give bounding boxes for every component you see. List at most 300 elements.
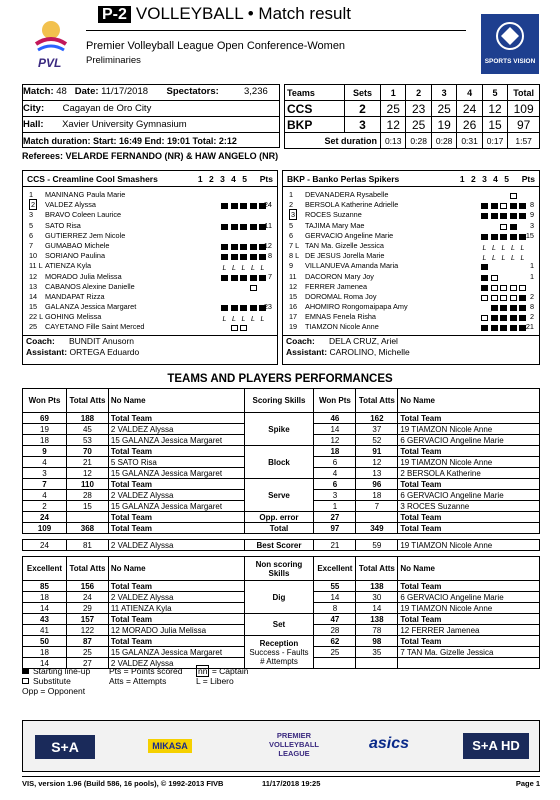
player-row [23,190,277,200]
starting-square-icon [481,285,488,291]
match-row [23,84,219,100]
perf-cell: 368 [66,523,108,534]
total-points: 109 [508,101,540,117]
player-number: 2 [289,200,294,210]
player-number: 7 [29,240,34,250]
player-row [23,251,277,261]
set-duration-row [285,133,540,149]
substitute-square-icon [510,285,517,291]
perf-row [23,413,540,424]
perf-cell: 18 [23,647,67,658]
perf-cell: Won Pts [314,389,356,413]
perf-cell: 12 FERRER Jamenea [398,625,540,636]
player-points: 23 [263,302,272,312]
match-date: 11/17/2018 [101,86,149,97]
starting-square-icon [250,244,257,250]
perf-cell: 12 [66,468,108,479]
team-right-roster [283,187,539,333]
player-points: 12 [263,240,272,250]
perf-row-total [23,523,540,534]
starting-square-icon [519,315,526,321]
player-name: GERVACIO Angeline Marie [305,230,394,240]
sponsor-mikasa: MIKASA [148,739,192,753]
phase-name: Preliminaries [86,55,141,66]
substitute-square-icon [500,203,507,209]
starting-square-icon [250,224,257,230]
perf-cell: 62 [314,636,356,647]
team-right-coach [283,335,539,347]
perf-cell: 2 VALDEZ Alyssa [108,592,244,603]
player-points: 2 [529,312,534,322]
perf-cell: 13 [356,468,398,479]
legend-opponent: Opp = Opponent [22,686,86,696]
player-name: BRAVO Coleen Laurice [45,210,122,220]
player-name: AHOMIRO Rongomaipapa Amy [305,302,408,312]
perf-cell: 52 [356,435,398,446]
starting-square-icon [491,315,498,321]
perf-cell: 45 [66,424,108,435]
perf-cell: Opp. error [244,512,314,523]
player-row [283,312,539,322]
duration-row: Match duration: Start: 16:49 End: 19:01 Total: 2:12 [22,132,280,148]
performances-table [22,388,540,669]
substitute-square-icon [240,325,247,331]
perf-cell: 25 [314,647,356,658]
starting-square-icon [491,213,498,219]
starting-square-icon [510,325,517,331]
perf-cell: 4 [314,468,356,479]
player-points: 3 [529,220,534,230]
starting-square-icon [510,315,517,321]
player-name: BERSOLA Katherine Adrielle [305,200,399,210]
perf-cell: 59 [356,540,398,551]
score-header: 2 [406,85,431,101]
player-row [23,231,277,241]
substitute-square-icon [231,325,238,331]
starting-square-icon [259,254,266,260]
starting-square-icon [250,254,257,260]
perf-cell: 43 [23,614,67,625]
substitute-square-icon [500,224,507,230]
match-number: 48 [56,86,67,97]
score-header: 3 [431,85,456,101]
player-points: 21 [525,322,534,332]
starting-square-icon [519,213,526,219]
footer-datetime: 11/17/2018 19:25 [262,779,321,788]
player-number: 15 [289,291,298,301]
player-row [283,190,539,200]
substitute-square-icon [481,315,488,321]
team-code: BKP [285,117,345,133]
perf-row-best-scorer [23,540,540,551]
sponsor-banner [22,720,540,772]
starting-square-icon [510,203,517,209]
perf-cell: 2 VALDEZ Alyssa [108,424,244,435]
perf-cell: 37 [356,424,398,435]
team-left-name: CCS - Creamline Cool Smashers [27,174,158,184]
set-score: 23 [406,101,431,117]
starting-square-icon [240,224,247,230]
player-number: 16 [289,302,298,312]
perf-cell: 69 [23,413,67,424]
perf-cell [356,658,398,669]
sets-won: 3 [345,117,381,133]
coach-name: BUNDIT Anusorn [68,336,135,346]
coach-name: DELA CRUZ, Ariel [328,336,398,346]
player-name: MANDAPAT Rizza [45,291,105,301]
player-name: VALDEZ Alyssa [45,200,96,210]
player-name: TIAMZON Nicole Anne [305,322,379,332]
perf-header-row [23,389,540,413]
perf-cell: 8 [314,603,356,614]
sets-header: 1 2 3 4 5 [197,174,249,184]
starting-square-icon [481,213,488,219]
player-row [23,221,277,231]
libero-mark: L [520,255,525,263]
substitute-square-icon [250,285,257,291]
perf-cell: Total Team [398,446,540,457]
perf-cell: No Name [398,389,540,413]
city-value: Cagayan de Oro City [62,103,152,114]
player-number: 7 L [289,240,300,250]
referees: Referees: VELARDE FERNANDO (NR) & HAW ANGELO (NR) [22,151,279,161]
spectators-label: Spectators: [166,86,219,97]
substitute-square-icon [510,295,517,301]
perf-cell: 138 [356,614,398,625]
starting-square-icon [481,325,488,331]
player-row [283,272,539,282]
substitute-square-icon [491,285,498,291]
score-header: Sets [345,85,381,101]
captain-box: nn [198,666,208,676]
starting-square-icon [240,275,247,281]
perf-cell: Non scoring Skills [244,557,314,581]
total-points: 97 [508,117,540,133]
score-header: 1 [381,85,406,101]
set-score: 19 [431,117,456,133]
skill-name: Spike [244,413,314,446]
perf-cell: 18 [23,592,67,603]
perf-cell: 85 [23,581,67,592]
perf-cell: 24 [23,540,67,551]
perf-cell: 5 SATO Risa [108,457,244,468]
player-number: 5 [289,220,294,230]
perf-cell: 6 [314,479,356,490]
player-points: 9 [529,210,534,220]
set-score: 12 [381,117,406,133]
starting-square-icon [510,234,517,240]
player-row [283,200,539,210]
team-left-roster [23,187,277,333]
player-number: 3 [29,210,34,220]
set-score: 24 [457,101,482,117]
perf-cell: 24 [23,512,67,523]
sports-vision-logo [481,14,539,74]
perf-cell: 162 [356,413,398,424]
player-points: 11 [264,220,272,230]
perf-cell: Total Team [108,446,244,457]
starting-square-icon [240,203,247,209]
player-name: TAN Ma. Gizelle Jessica [305,240,384,250]
starting-square-icon [250,305,257,311]
substitute-square-icon [491,275,498,281]
libero-mark: L [482,244,487,252]
pvl-logo [24,14,79,74]
perf-cell: Total Team [398,413,540,424]
player-number: 6 [29,230,34,240]
player-number: 15 [29,302,38,312]
player-name: VILLANUEVA Amanda Maria [305,261,399,271]
sponsor-asics: asics [369,735,410,752]
perf-cell: 24 [66,592,108,603]
perf-cell: 15 GALANZA Jessica Margaret [108,435,244,446]
score-header: 5 [482,85,507,101]
starting-square-icon [510,305,517,311]
libero-mark: L [232,265,236,273]
perf-cell: 98 [356,636,398,647]
perf-cell: 2 VALDEZ Alyssa [108,658,244,669]
skill-name: Set [244,614,314,636]
perf-cell: No Name [108,557,244,581]
perf-row [23,581,540,592]
player-number: 17 [289,312,298,322]
player-row [283,231,539,241]
perf-cell: 97 [314,523,356,534]
libero-mark: L [511,244,515,252]
player-number: 3 [291,210,296,220]
perf-cell: 27 [314,512,356,523]
starting-square-icon [221,244,228,250]
perf-row [23,479,540,490]
perf-cell: 27 [66,658,108,669]
skill-name: Serve [244,479,314,512]
player-row [23,312,277,322]
total-duration: 1:57 [508,133,540,149]
perf-cell: No Name [398,557,540,581]
perf-cell: 1 [314,501,356,512]
legend-captain-text: = Captain [211,666,249,676]
perf-cell: 21 [314,540,356,551]
perf-cell: 46 [314,413,356,424]
perf-cell: Total Team [398,523,540,534]
perf-cell: 12 MORADO Julia Melissa [108,625,244,636]
score-row-bkp [285,117,540,133]
player-number: 25 [29,322,38,332]
performances-title: TEAMS AND PLAYERS PERFORMANCES [167,373,393,385]
footer-version: VIS, version 1.96 (Build 586, 16 pools), © 1992-2013 FIVB [22,779,224,788]
player-name: DE JESUS Jorella Marie [305,251,385,261]
player-row [283,221,539,231]
perf-cell: 2 VALDEZ Alyssa [108,540,244,551]
starting-square-icon [240,254,247,260]
set-duration-label: Set duration [285,133,381,149]
starting-square-icon [231,254,238,260]
substitute-square-icon [491,295,498,301]
skill-name: Reception Success - Faults # Attempts [244,636,314,669]
team-left-box [22,170,278,365]
title-text: VOLLEYBALL • Match result [135,4,351,23]
player-number: 1 [29,190,34,199]
player-points: 8 [267,251,272,261]
perf-cell: Best Scorer [244,540,314,551]
perf-cell: 12 [356,457,398,468]
player-row [283,302,539,312]
set-score: 12 [482,101,507,117]
player-name: DACORON Mary Joy [305,271,374,281]
sponsor-s-plus-a: S+A [35,735,95,759]
perf-cell: 2 VALDEZ Alyssa [108,490,244,501]
starting-square-icon [519,295,526,301]
set-duration: 0:13 [381,133,406,149]
player-name: DEVANADERA Rysabelle [305,190,389,199]
starting-square-icon [510,213,517,219]
set-duration: 0:31 [457,133,482,149]
player-name: ATIENZA Kyla [45,261,92,271]
perf-cell: Total Atts [356,557,398,581]
player-number: 5 [29,220,34,230]
perf-cell: 18 [314,446,356,457]
starting-square-icon [491,234,498,240]
perf-cell: 15 GALANZA Jessica Margaret [108,468,244,479]
perf-cell: 35 [356,647,398,658]
team-left-coach [23,335,277,347]
starting-square-icon [481,234,488,240]
perf-cell: Total Team [398,636,540,647]
perf-cell: Total Team [108,581,244,592]
pts-header: Pts [259,174,273,184]
starting-square-icon [481,264,488,270]
perf-cell: 53 [66,435,108,446]
player-row [283,292,539,302]
starting-square-icon [221,224,228,230]
coach-label: Coach: [26,336,55,346]
starting-square-icon [510,224,517,230]
player-name: TAJIMA Mary Mae [305,220,365,230]
starting-square-icon [231,244,238,250]
player-row [283,261,539,271]
player-number: 14 [29,291,38,301]
perf-cell: Total Team [398,512,540,523]
perf-cell: 19 TIAMZON Nicole Anne [398,540,540,551]
perf-cell: 25 [66,647,108,658]
perf-cell: 11 ATIENZA Kyla [108,603,244,614]
perf-cell: 156 [66,581,108,592]
perf-cell: 3 [23,468,67,479]
perf-cell: 78 [356,625,398,636]
perf-cell: Total Team [108,413,244,424]
player-number: 2 [31,200,36,210]
perf-cell: 14 [314,424,356,435]
hall-row [22,116,280,132]
player-number: 13 [29,281,38,291]
player-number: 8 L [289,251,300,261]
perf-row [23,614,540,625]
starting-square-icon [500,234,507,240]
substitute-square-icon [500,295,507,301]
legend-points: Pts = Points scored [109,666,183,676]
hall-value: Xavier University Gymnasium [62,119,187,130]
perf-cell: 41 [23,625,67,636]
set-duration: 0:28 [406,133,431,149]
spectators-value: 3,236 [244,86,268,97]
player-number: 1 [289,190,294,199]
player-row [23,282,277,292]
perf-cell: 188 [66,413,108,424]
perf-cell: Won Pts [23,389,67,413]
player-name: DOROMAL Roma Joy [305,291,377,301]
player-row [283,251,539,261]
player-number: 19 [289,322,298,332]
perf-cell: Excellent [23,557,67,581]
player-number: 12 [289,281,298,291]
perf-cell: 3 [314,490,356,501]
substitute-square-icon [510,193,517,199]
player-sets [481,324,529,334]
perf-cell: 7 TAN Ma. Gizelle Jessica [398,647,540,658]
perf-cell: 6 GERVACIO Angeline Marie [398,592,540,603]
player-points: 2 [529,291,534,301]
team-left-assistant [26,347,139,358]
score-header: Teams [285,85,345,101]
pvl-logo-text: PVL [38,56,62,70]
legend-starting-text: Starting line-up [33,666,91,676]
player-points: 24 [263,200,272,210]
perf-cell: 30 [356,592,398,603]
starting-square-icon [519,203,526,209]
player-points: 8 [529,302,534,312]
perf-cell: 2 BERSOLA Katherine [398,468,540,479]
team-right-name: BKP - Banko Perlas Spikers [287,174,400,184]
date-label: Date: [74,86,99,97]
city-row [22,100,280,116]
libero-mark: L [492,255,496,263]
player-number: 6 [289,230,294,240]
perf-cell: Total Atts [356,389,398,413]
perf-cell: 122 [66,625,108,636]
skill-name: Block [244,446,314,479]
player-row [283,282,539,292]
perf-cell: 87 [66,636,108,647]
starting-square-icon [250,275,257,281]
player-number: 12 [29,271,38,281]
player-name: MORADO Julia Melissa [45,271,122,281]
set-score: 15 [482,117,507,133]
score-header: 4 [457,85,482,101]
perf-cell: 55 [314,581,356,592]
starting-square-icon [500,213,507,219]
player-name: GOHING Melissa [45,312,102,322]
sports-vision-text: SPORTS VISION [484,58,536,65]
player-row [23,322,277,332]
player-number: 22 L [29,312,44,322]
hall-label: Hall: [23,119,44,130]
perf-cell: 157 [66,614,108,625]
set-score: 25 [381,101,406,117]
perf-cell: 4 [23,457,67,468]
libero-mark: L [260,316,265,324]
match-label: Match: [23,86,54,97]
perf-cell: Total Atts [66,389,108,413]
competition-name: Premier Volleyball League Open Conference-Women [86,40,346,52]
perf-cell: 91 [356,446,398,457]
player-name: SORIANO Paulina [45,251,106,261]
libero-mark: L [260,265,265,273]
libero-mark: L [232,316,236,324]
perf-cell: 18 [356,490,398,501]
perf-row [23,446,540,457]
starting-square-icon [221,275,228,281]
player-name: FERRER Jamenea [305,281,368,291]
